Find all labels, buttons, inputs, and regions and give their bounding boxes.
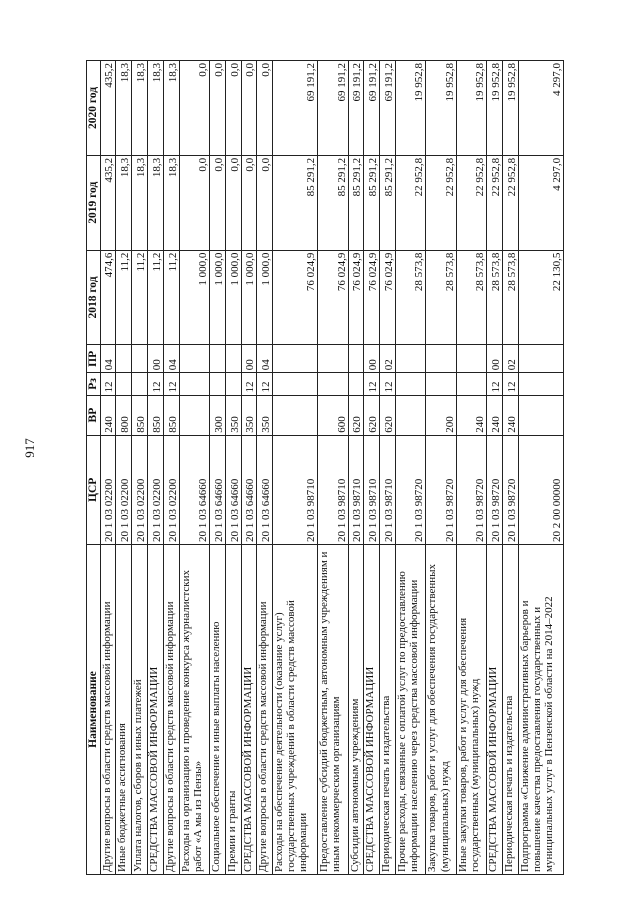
budget-table (86, 60, 564, 875)
table-row (241, 61, 257, 875)
cell-y2020: 4 297,0 (518, 61, 563, 156)
cell-y2020: 19 952,8 (426, 61, 456, 156)
cell-rz: 12 (364, 373, 380, 395)
cell-csr: 20 1 03 98710 (348, 435, 364, 544)
cell-rz: 12 (241, 373, 257, 395)
cell-pr (318, 345, 348, 373)
cell-y2019: 0,0 (210, 155, 226, 250)
cell-vr: 600 (318, 395, 348, 435)
cell-pr (426, 345, 456, 373)
cell-pr (116, 345, 132, 373)
cell-rz: 12 (257, 373, 273, 395)
cell-name: Уплата налогов, сборов и иных платежей (132, 544, 148, 874)
cell-rz (210, 373, 226, 395)
cell-rz (518, 373, 563, 395)
table-row (456, 61, 486, 875)
table-row (487, 61, 503, 875)
cell-y2018: 28 573,8 (487, 250, 503, 345)
cell-y2018: 1 000,0 (210, 250, 226, 345)
cell-rz (273, 373, 318, 395)
cell-csr: 20 1 03 64660 (210, 435, 226, 544)
cell-y2020: 18,3 (148, 61, 164, 156)
table-row (225, 61, 241, 875)
table-row (179, 61, 209, 875)
cell-name: СРЕДСТВА МАССОВОЙ ИНФОРМАЦИИ (148, 544, 164, 874)
page-number: 917 (22, 438, 37, 458)
cell-csr: 20 1 03 98720 (426, 435, 456, 544)
cell-vr: 350 (225, 395, 241, 435)
cell-pr (456, 345, 486, 373)
cell-y2018: 76 024,9 (273, 250, 318, 345)
cell-csr: 20 1 03 02200 (100, 435, 116, 544)
cell-y2019: 0,0 (257, 155, 273, 250)
cell-csr: 20 1 03 02200 (116, 435, 132, 544)
cell-y2019: 18,3 (148, 155, 164, 250)
cell-rz: 12 (148, 373, 164, 395)
cell-pr (132, 345, 148, 373)
cell-vr: 240 (456, 395, 486, 435)
header-2018: 2018 год (87, 250, 101, 345)
cell-y2018: 11,2 (163, 250, 179, 345)
cell-csr: 20 1 03 02200 (148, 435, 164, 544)
cell-y2018: 22 130,5 (518, 250, 563, 345)
cell-pr (348, 345, 364, 373)
cell-vr (179, 395, 209, 435)
cell-y2020: 69 191,2 (364, 61, 380, 156)
cell-name: Предоставление субсидий бюджетным, автономным учреждениям и иным некоммерческим организациям (318, 544, 348, 874)
table-row (273, 61, 318, 875)
cell-name: СРЕДСТВА МАССОВОЙ ИНФОРМАЦИИ (487, 544, 503, 874)
cell-vr: 620 (348, 395, 364, 435)
table-row (348, 61, 364, 875)
cell-y2020: 69 191,2 (380, 61, 396, 156)
cell-y2018: 1 000,0 (179, 250, 209, 345)
cell-pr (179, 345, 209, 373)
cell-y2018: 28 573,8 (396, 250, 426, 345)
cell-csr: 20 1 03 98710 (318, 435, 348, 544)
cell-name: Социальное обеспечение и иные выплаты населению (210, 544, 226, 874)
cell-vr: 240 (100, 395, 116, 435)
cell-y2020: 0,0 (257, 61, 273, 156)
cell-name: СРЕДСТВА МАССОВОЙ ИНФОРМАЦИИ (241, 544, 257, 874)
cell-csr: 20 2 00 00000 (518, 435, 563, 544)
cell-y2019: 18,3 (132, 155, 148, 250)
table-row (257, 61, 273, 875)
table-row (380, 61, 396, 875)
cell-vr: 620 (364, 395, 380, 435)
cell-csr: 20 1 03 98710 (380, 435, 396, 544)
table-row (396, 61, 426, 875)
table-row (100, 61, 116, 875)
cell-y2020: 69 191,2 (318, 61, 348, 156)
cell-vr: 240 (487, 395, 503, 435)
cell-vr: 350 (257, 395, 273, 435)
table-row (116, 61, 132, 875)
cell-pr: 00 (148, 345, 164, 373)
cell-csr: 20 1 03 98720 (487, 435, 503, 544)
cell-csr: 20 1 03 64660 (179, 435, 209, 544)
table-row (148, 61, 164, 875)
cell-y2020: 0,0 (241, 61, 257, 156)
rotated-table-container (86, 60, 564, 875)
cell-rz (456, 373, 486, 395)
cell-y2020: 69 191,2 (273, 61, 318, 156)
header-name: Наименование (87, 544, 101, 874)
table-row (210, 61, 226, 875)
cell-y2020: 18,3 (116, 61, 132, 156)
cell-y2020: 435,2 (100, 61, 116, 156)
cell-pr: 04 (100, 345, 116, 373)
cell-vr (396, 395, 426, 435)
cell-csr: 20 1 03 98720 (396, 435, 426, 544)
cell-name: Периодическая печать и издательства (380, 544, 396, 874)
cell-name: Субсидии автономным учреждениям (348, 544, 364, 874)
cell-y2019: 0,0 (225, 155, 241, 250)
cell-y2020: 19 952,8 (487, 61, 503, 156)
cell-vr: 200 (426, 395, 456, 435)
cell-rz (318, 373, 348, 395)
cell-y2018: 28 573,8 (456, 250, 486, 345)
cell-pr: 00 (364, 345, 380, 373)
cell-name: СРЕДСТВА МАССОВОЙ ИНФОРМАЦИИ (364, 544, 380, 874)
header-vr: ВР (87, 395, 101, 435)
cell-vr: 800 (116, 395, 132, 435)
cell-rz (225, 373, 241, 395)
cell-name: Подпрограмма «Снижение административных барьеров и повышение качества предоставления государственных и муниципальных услуг в Пензенской области на 2014–2022 (518, 544, 563, 874)
cell-rz (348, 373, 364, 395)
cell-y2018: 76 024,9 (348, 250, 364, 345)
table-row (518, 61, 563, 875)
cell-y2020: 19 952,8 (456, 61, 486, 156)
cell-vr (518, 395, 563, 435)
header-pr: ПР (87, 345, 101, 373)
cell-rz (116, 373, 132, 395)
cell-name: Периодическая печать и издательства (503, 544, 519, 874)
cell-y2019: 85 291,2 (273, 155, 318, 250)
cell-y2019: 85 291,2 (364, 155, 380, 250)
cell-vr (273, 395, 318, 435)
cell-csr: 20 1 03 02200 (163, 435, 179, 544)
cell-y2019: 85 291,2 (318, 155, 348, 250)
cell-y2018: 1 000,0 (257, 250, 273, 345)
cell-csr: 20 1 03 98710 (273, 435, 318, 544)
cell-y2020: 0,0 (179, 61, 209, 156)
cell-rz: 12 (100, 373, 116, 395)
cell-y2019: 4 297,0 (518, 155, 563, 250)
cell-y2019: 435,2 (100, 155, 116, 250)
cell-pr (225, 345, 241, 373)
cell-y2018: 11,2 (116, 250, 132, 345)
header-csr: ЦСР (87, 435, 101, 544)
cell-vr: 850 (163, 395, 179, 435)
cell-csr: 20 1 03 64660 (241, 435, 257, 544)
cell-y2020: 19 952,8 (396, 61, 426, 156)
cell-y2018: 28 573,8 (503, 250, 519, 345)
cell-pr: 04 (163, 345, 179, 373)
cell-pr: 02 (380, 345, 396, 373)
table-row (503, 61, 519, 875)
cell-y2020: 18,3 (132, 61, 148, 156)
cell-name: Прочие расходы, связанные с оплатой услуг по предоставлению информации населению через средства массовой информации (396, 544, 426, 874)
cell-y2018: 11,2 (132, 250, 148, 345)
cell-vr: 850 (132, 395, 148, 435)
cell-csr: 20 1 03 64660 (257, 435, 273, 544)
cell-pr (518, 345, 563, 373)
cell-pr (273, 345, 318, 373)
cell-y2018: 1 000,0 (225, 250, 241, 345)
cell-y2018: 76 024,9 (380, 250, 396, 345)
cell-name: Иные бюджетные ассигнования (116, 544, 132, 874)
cell-y2019: 22 952,8 (487, 155, 503, 250)
cell-y2018: 28 573,8 (426, 250, 456, 345)
cell-name: Расходы на организацию и проведение конкурса журналистских работ «А мы из Пензы» (179, 544, 209, 874)
cell-y2019: 85 291,2 (348, 155, 364, 250)
cell-csr: 20 1 03 02200 (132, 435, 148, 544)
cell-rz: 12 (503, 373, 519, 395)
cell-pr: 00 (241, 345, 257, 373)
cell-rz: 12 (487, 373, 503, 395)
cell-y2018: 1 000,0 (241, 250, 257, 345)
cell-pr: 04 (257, 345, 273, 373)
cell-name: Иные закупки товаров, работ и услуг для обеспечения государственных (муниципальных) нужд (456, 544, 486, 874)
table-row (163, 61, 179, 875)
table-row (426, 61, 456, 875)
table-body (100, 61, 563, 875)
header-2019: 2019 год (87, 155, 101, 250)
cell-rz (396, 373, 426, 395)
cell-y2019: 85 291,2 (380, 155, 396, 250)
cell-pr: 00 (487, 345, 503, 373)
cell-y2018: 76 024,9 (318, 250, 348, 345)
cell-rz: 12 (380, 373, 396, 395)
cell-y2019: 22 952,8 (503, 155, 519, 250)
cell-vr: 350 (241, 395, 257, 435)
cell-y2018: 11,2 (148, 250, 164, 345)
cell-csr: 20 1 03 98710 (364, 435, 380, 544)
cell-y2018: 474,6 (100, 250, 116, 345)
cell-name: Закупка товаров, работ и услуг для обеспечения государственных (муниципальных) нужд (426, 544, 456, 874)
cell-pr: 02 (503, 345, 519, 373)
cell-name: Премии и гранты (225, 544, 241, 874)
cell-rz (179, 373, 209, 395)
cell-csr: 20 1 03 64660 (225, 435, 241, 544)
cell-y2018: 76 024,9 (364, 250, 380, 345)
cell-vr: 620 (380, 395, 396, 435)
cell-name: Расходы на обеспечение деятельности (оказание услуг) государственных учреждений в области средств массовой информации (273, 544, 318, 874)
cell-y2020: 0,0 (225, 61, 241, 156)
table-row (318, 61, 348, 875)
cell-y2019: 22 952,8 (456, 155, 486, 250)
cell-y2019: 18,3 (116, 155, 132, 250)
cell-csr: 20 1 03 98720 (503, 435, 519, 544)
cell-y2020: 18,3 (163, 61, 179, 156)
cell-vr: 850 (148, 395, 164, 435)
cell-rz: 12 (163, 373, 179, 395)
cell-name: Другие вопросы в области средств массовой информации (257, 544, 273, 874)
cell-rz (132, 373, 148, 395)
cell-y2019: 18,3 (163, 155, 179, 250)
cell-y2020: 0,0 (210, 61, 226, 156)
cell-vr: 240 (503, 395, 519, 435)
cell-y2019: 22 952,8 (396, 155, 426, 250)
header-rz: Рз (87, 373, 101, 395)
table-row (364, 61, 380, 875)
cell-name: Другие вопросы в области средств массовой информации (163, 544, 179, 874)
cell-y2020: 69 191,2 (348, 61, 364, 156)
cell-y2019: 0,0 (179, 155, 209, 250)
cell-pr (210, 345, 226, 373)
table-row (132, 61, 148, 875)
header-2020: 2020 год (87, 61, 101, 156)
cell-pr (396, 345, 426, 373)
cell-csr: 20 1 03 98720 (456, 435, 486, 544)
table-header-row (87, 61, 101, 875)
cell-y2019: 22 952,8 (426, 155, 456, 250)
cell-y2019: 0,0 (241, 155, 257, 250)
cell-rz (426, 373, 456, 395)
cell-name: Другие вопросы в области средств массовой информации (100, 544, 116, 874)
cell-vr: 300 (210, 395, 226, 435)
cell-y2020: 19 952,8 (503, 61, 519, 156)
